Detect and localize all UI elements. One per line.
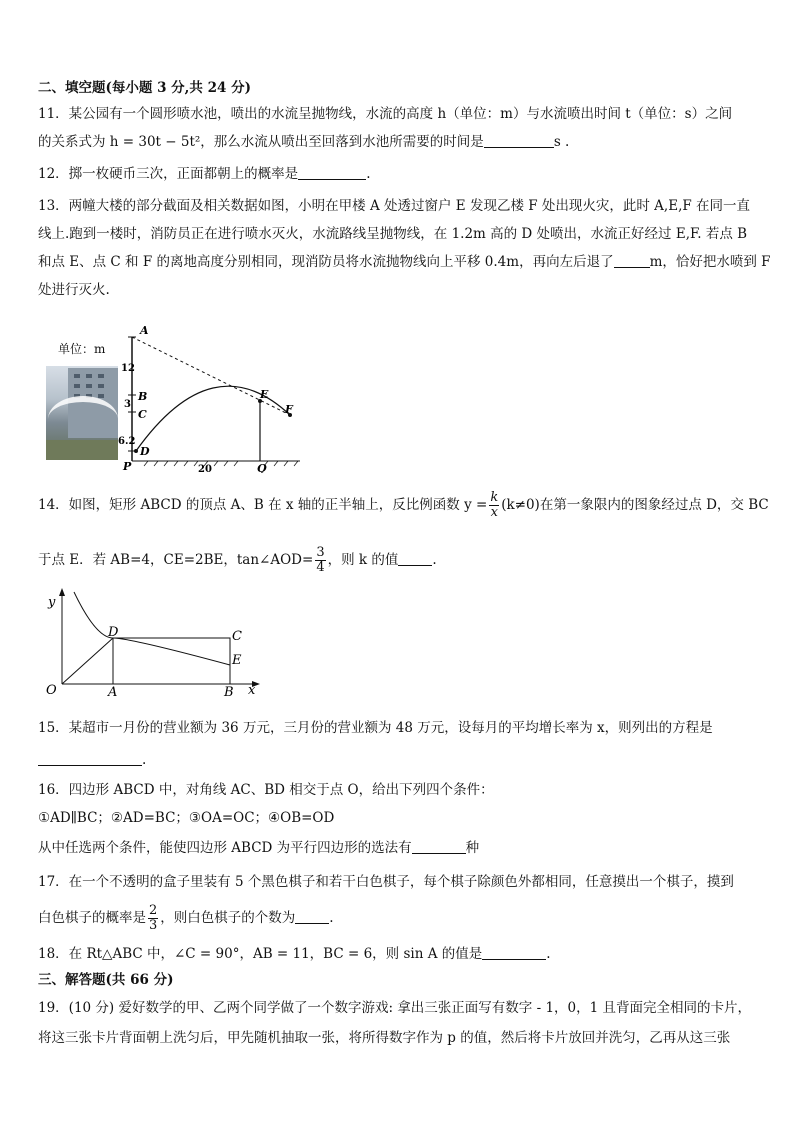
question-16-conditions: ①AD∥BC；②AD=BC；③OA=OC；④OB=OD bbox=[38, 810, 335, 826]
question-18: 18．在 Rt△ABC 中，∠C = 90°，AB = 11，BC = 6，则 sin A 的值是 . bbox=[38, 946, 551, 962]
question-14-line2: 于点 E．若 AB=4，CE=2BE，tan∠AOD= $\frac{3}{4}$ ，则 k 的值 . bbox=[38, 545, 437, 575]
dim-pq: 20 bbox=[198, 464, 212, 473]
rectangle-abcd bbox=[113, 638, 230, 684]
question-13-line2: 线上.跑到一楼时，消防员正在进行喷水灭火，水流路线呈抛物线，在 1.2m 高的 D 处喷出，水流正好经过 E,F. 若点 B bbox=[38, 226, 748, 242]
label-f: F bbox=[285, 403, 293, 416]
label-y: y bbox=[48, 595, 56, 610]
figure-13-unit: 单位：m bbox=[58, 342, 106, 356]
answer-blank-18[interactable] bbox=[482, 945, 546, 960]
dim-ab: 12 bbox=[121, 363, 135, 374]
answer-blank-14[interactable] bbox=[398, 551, 432, 566]
label-a: A bbox=[140, 325, 149, 337]
sight-line-a-e-f bbox=[132, 337, 290, 415]
section-title-fill-in: 二、填空题(每小题 3 分,共 24 分) bbox=[38, 80, 251, 96]
label-b: B bbox=[138, 390, 148, 403]
question-19-line1: 19．(10 分) 爱好数学的甲、乙两个同学做了一个数字游戏: 拿出三张正面写有数字 - 1，0，1 且背面完全相同的卡片， bbox=[38, 1000, 752, 1016]
label-d: D bbox=[108, 625, 119, 640]
label-o: O bbox=[46, 683, 57, 698]
figure-14-diagram bbox=[38, 588, 268, 698]
fire-fighting-photo bbox=[46, 366, 118, 460]
answer-blank-16[interactable] bbox=[412, 839, 466, 854]
question-16-line1: 16．四边形 ABCD 中，对角线 AC、BD 相交于点 O，给出下列四个条件： bbox=[38, 782, 494, 798]
question-13-line4: 处进行灭火. bbox=[38, 282, 110, 298]
label-c: C bbox=[232, 629, 242, 644]
question-14-line1: 14．如图，矩形 ABCD 的顶点 A、B 在 x 轴的正半轴上，反比例函数 y = $\frac{k}{x}$ (k≠0)在第一象限内的图象经过点 D，交 BC bbox=[38, 490, 769, 520]
label-a: A bbox=[108, 685, 118, 698]
label-c: C bbox=[138, 408, 147, 421]
answer-blank-11[interactable] bbox=[484, 133, 554, 148]
section-title-answer: 三、解答题(共 66 分) bbox=[38, 972, 174, 988]
question-15: 15．某超市一月份的营业额为 36 万元，三月份的营业额为 48 万元，设每月的平均增长率为 x，则列出的方程是 bbox=[38, 720, 713, 736]
question-13-line3: 和点 E、点 C 和 F 的离地高度分别相同，现消防员将水流抛物线向上平移 0.4m，再向左后退了 m，恰好把水喷到 F bbox=[38, 254, 771, 270]
dim-bc: 3 bbox=[124, 399, 131, 410]
label-d: D bbox=[140, 445, 150, 458]
label-q: Q bbox=[257, 462, 267, 473]
label-e: E bbox=[260, 388, 269, 401]
segment-od bbox=[62, 638, 113, 684]
answer-blank-13[interactable] bbox=[614, 253, 650, 268]
answer-blank-17[interactable] bbox=[295, 909, 329, 924]
answer-blank-12[interactable] bbox=[298, 165, 366, 180]
label-x: x bbox=[248, 683, 256, 698]
question-19-line2: 将这三张卡片背面朝上洗匀后，甲先随机抽取一张，将所得数字作为 p 的值，然后将卡片放回并洗匀，乙再从这三张 bbox=[38, 1030, 731, 1046]
question-13-line1: 13．两幢大楼的部分截面及相关数据如图，小明在甲楼 A 处透过窗户 E 发现乙楼 F 处出现火灾，此时 A,E,F 在同一直 bbox=[38, 198, 751, 214]
question-16-line3: 从中任选两个条件，能使四边形 ABCD 为平行四边形的选法有 种 bbox=[38, 840, 480, 856]
question-11-line1: 11．某公园有一个圆形喷水池，喷出的水流呈抛物线，水流的高度 h（单位：m）与水流喷出时间 t（单位：s）之间 bbox=[38, 106, 733, 122]
question-15-answer: . bbox=[38, 750, 146, 770]
dim-cd: 6.2 bbox=[118, 436, 136, 447]
hyperbola-curve bbox=[74, 592, 230, 665]
point-d bbox=[134, 449, 138, 453]
question-17-line1: 17．在一个不透明的盒子里装有 5 个黑色棋子和若干白色棋子，每个棋子除颜色外都相同，任意摸出一个棋子，摸到 bbox=[38, 874, 734, 890]
question-12: 12．掷一枚硬币三次，正面都朝上的概率是 . bbox=[38, 166, 371, 182]
label-e: E bbox=[232, 653, 242, 668]
figure-13-diagram bbox=[118, 325, 318, 473]
question-17-line2: 白色棋子的概率是 $\frac{2}{3}$ ，则白色棋子的个数为 . bbox=[38, 903, 334, 933]
label-b: B bbox=[224, 685, 234, 698]
question-11-line2: 的关系式为 h = 30t − 5t²，那么水流从喷出至回落到水池所需要的时间是 s . bbox=[38, 134, 570, 150]
answer-blank-15[interactable] bbox=[38, 751, 142, 766]
label-p: P bbox=[123, 460, 132, 473]
